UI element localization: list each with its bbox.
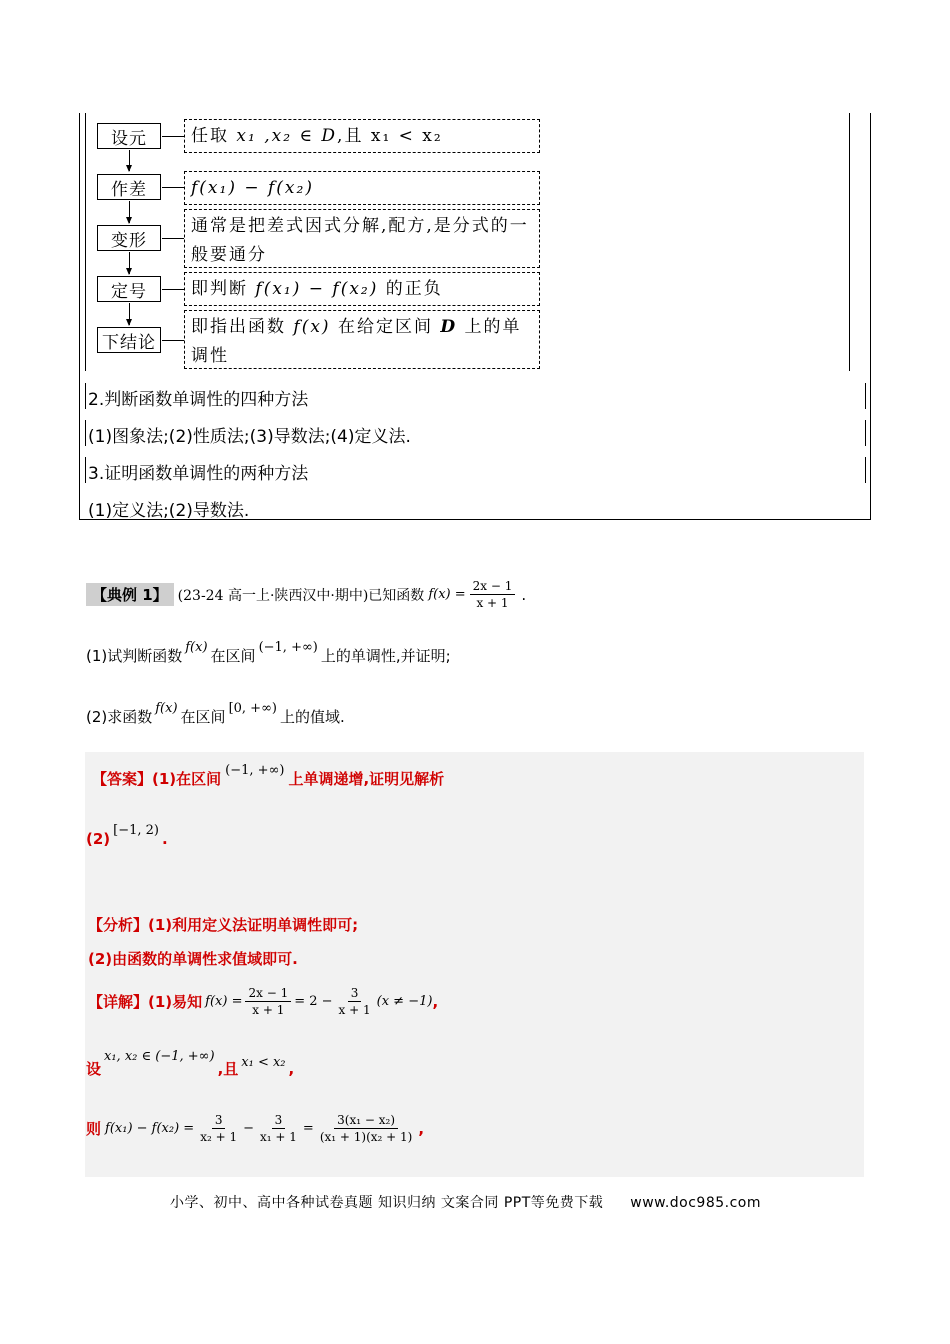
step-label: 下结论 <box>102 332 156 353</box>
detail-text: ,且 <box>217 1060 239 1078</box>
footer-text: 小学、初中、高中各种试卷真题 知识归纳 文案合同 PPT等免费下载 <box>170 1195 604 1211</box>
q1-text: 上的单调性,并证明; <box>320 647 451 665</box>
analysis-line-1 <box>88 914 358 935</box>
detail-frac-num: 3 <box>348 985 362 1002</box>
step-box-transform <box>97 225 161 251</box>
q2-text: 在区间 <box>180 708 226 726</box>
step-desc-sign <box>184 272 540 306</box>
step-desc-transform <box>184 209 540 268</box>
flow-left-guide <box>85 113 86 371</box>
answer-line-2 <box>86 823 168 848</box>
desc-text: 的正负 <box>378 279 443 299</box>
answer-interval: [−1, 2) <box>113 823 159 838</box>
desc-text: 通常是把差式因式分解,配方,是分式的一般要通分 <box>191 216 529 265</box>
detail-frac-den: x + 1 <box>338 1003 371 1017</box>
detail-frac-den: (x₁ + 1)(x₂ + 1) <box>319 1130 413 1144</box>
example-func-num: 2x − 1 <box>470 578 516 595</box>
step-label: 变形 <box>111 230 147 251</box>
row-divider-right-2 <box>865 383 866 409</box>
arrow-down-icon <box>129 201 130 223</box>
detail-frac-num: 3 <box>272 1112 286 1129</box>
question-2 <box>86 701 345 727</box>
detail-line-set <box>86 1049 295 1079</box>
desc-text: 任取 <box>191 126 237 146</box>
detail-line-then <box>86 1112 424 1145</box>
detail-text: (1)易知 <box>148 993 203 1011</box>
row-divider-left-2 <box>85 383 86 409</box>
detail-frac-num: 3 <box>212 1112 226 1129</box>
example-end: . <box>521 585 527 604</box>
detail-math: x₁ < x₂ <box>241 1055 286 1070</box>
detail-text: , <box>432 992 439 1011</box>
step-label: 作差 <box>111 179 147 200</box>
two-methods-list: (1)定义法;(2)导数法. <box>88 501 250 521</box>
desc-math: f(x₁) − f(x₂) <box>191 178 314 198</box>
analysis-tag: 【分析】 <box>88 916 149 934</box>
frame-inner-right-tick <box>849 113 850 371</box>
example-source: (23-24 高一上·陕西汉中·期中)已知函数 <box>177 587 425 604</box>
detail-frac-den: x + 1 <box>252 1003 285 1017</box>
detail-math: f(x₁) − f(x₂) = <box>105 1121 195 1136</box>
row-divider-left-3 <box>85 420 86 446</box>
step-desc-conclusion <box>184 310 540 369</box>
analysis-text: (2)由函数的单调性求值域即可. <box>88 950 298 968</box>
row-divider-right-4 <box>865 457 866 483</box>
connector-line <box>162 136 184 137</box>
heading-four-methods: 2.判断函数单调性的四种方法 <box>88 390 309 410</box>
q2-text: 上的值域. <box>279 708 345 726</box>
detail-line-1 <box>88 985 438 1018</box>
desc-text: 即指出函数 <box>191 317 294 337</box>
detail-frac-den: x₂ + 1 <box>200 1130 238 1144</box>
example-badge: 【典例 1】 <box>86 583 174 606</box>
detail-math: = 2 − <box>294 994 333 1009</box>
detail-tag: 【详解】 <box>88 993 149 1011</box>
frame-left-border <box>79 113 80 520</box>
arrow-down-icon <box>129 150 130 171</box>
detail-math: − <box>243 1121 255 1136</box>
q2-func: f(x) <box>155 701 178 716</box>
detail-math: = <box>302 1121 314 1136</box>
step-box-difference <box>97 174 161 200</box>
analysis-line-2 <box>88 948 298 969</box>
row-divider-left-4 <box>85 457 86 483</box>
step-desc-set-variable <box>184 119 540 153</box>
answer-text: (2) <box>86 830 111 848</box>
desc-math: x₁ ,x₂ ∈ D <box>236 126 338 146</box>
step-label: 设元 <box>111 128 147 149</box>
four-methods-list: (1)图象法;(2)性质法;(3)导数法;(4)定义法. <box>88 427 411 447</box>
desc-text: 即判断 <box>191 279 256 299</box>
q1-text: (1)试判断函数 <box>86 647 183 665</box>
example-func-den: x + 1 <box>476 596 509 610</box>
answer-text: (1)在区间 <box>152 770 222 788</box>
answer-line-1 <box>92 763 445 789</box>
detail-text: , <box>288 1060 295 1078</box>
step-desc-difference <box>184 171 540 205</box>
analysis-text: (1)利用定义法证明单调性即可; <box>148 916 359 934</box>
answer-text: . <box>162 830 168 848</box>
detail-math: (x ≠ −1) <box>376 994 433 1009</box>
detail-frac-num: 2x − 1 <box>245 985 291 1002</box>
connector-line <box>162 187 184 188</box>
page-footer <box>170 1192 761 1212</box>
detail-text: 设 <box>86 1060 102 1078</box>
desc-text: ,且 x₁ < x₂ <box>337 126 443 146</box>
detail-text: , <box>418 1119 425 1138</box>
frame-right-border <box>870 113 871 520</box>
detail-frac-num: 3(x₁ − x₂) <box>334 1112 398 1129</box>
connector-line <box>162 289 184 290</box>
q1-text: 在区间 <box>210 647 256 665</box>
arrow-down-icon <box>129 252 130 274</box>
q2-text: (2)求函数 <box>86 708 153 726</box>
detail-math: x₁, x₂ ∈ (−1, +∞) <box>104 1049 215 1064</box>
q2-interval: [0, +∞) <box>228 701 277 716</box>
desc-math: f(x₁) − f(x₂) <box>255 279 379 299</box>
answer-text: 上单调递增,证明见解析 <box>288 770 445 788</box>
step-box-conclusion <box>97 327 161 353</box>
example-func-lhs: f(x) = <box>428 587 466 602</box>
desc-text: 上的单调性 <box>191 317 522 366</box>
answer-interval: (−1, +∞) <box>225 763 285 778</box>
desc-math: D <box>440 317 458 337</box>
answer-tag: 【答案】 <box>92 770 153 788</box>
connector-line <box>162 340 184 341</box>
desc-math: f(x) <box>293 317 331 337</box>
detail-text: 则 <box>86 1120 102 1138</box>
heading-two-methods: 3.证明函数单调性的两种方法 <box>88 464 309 484</box>
step-label: 定号 <box>111 281 147 302</box>
detail-math: f(x) = <box>205 994 243 1009</box>
arrow-down-icon <box>129 303 130 325</box>
footer-url[interactable]: www.doc985.com <box>630 1195 761 1211</box>
q1-func: f(x) <box>185 640 208 655</box>
step-box-set-variable <box>97 123 161 149</box>
connector-line <box>162 238 184 239</box>
q1-interval: (−1, +∞) <box>258 640 318 655</box>
question-1 <box>86 640 451 666</box>
example-line <box>86 578 526 611</box>
step-box-sign <box>97 276 161 302</box>
desc-text: 在给定区间 <box>330 317 441 337</box>
row-divider-right-3 <box>865 420 866 446</box>
detail-frac-den: x₁ + 1 <box>260 1130 297 1144</box>
